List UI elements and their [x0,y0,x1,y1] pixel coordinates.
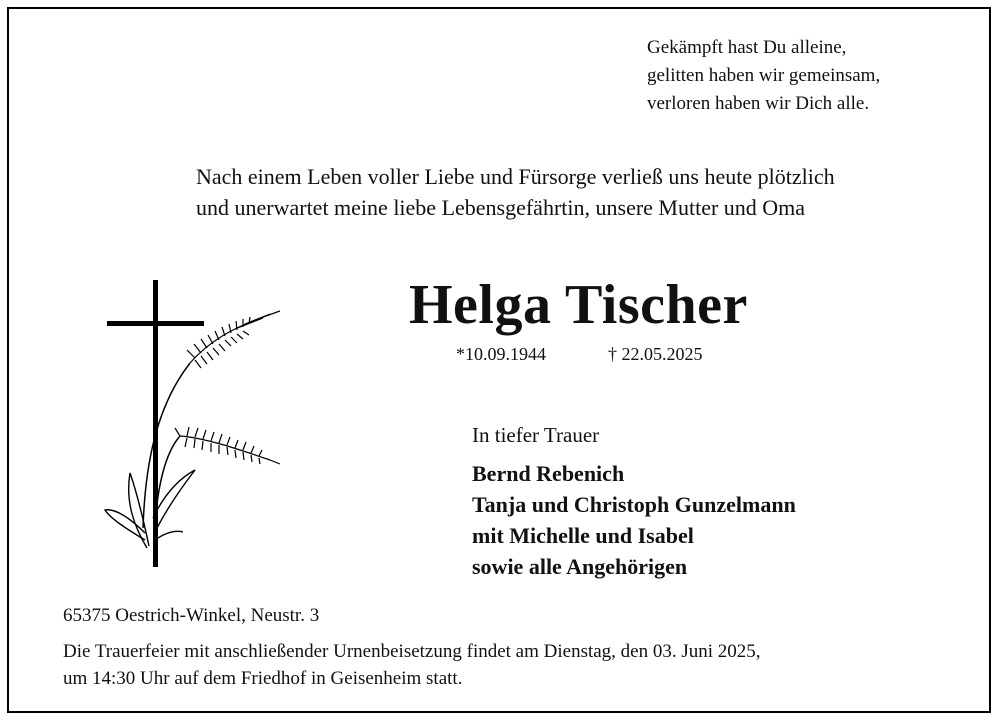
mourner-line: sowie alle Angehörigen [472,554,688,579]
poem [647,34,880,118]
death-date: † 22.05.2025 [608,344,703,364]
funeral-line: um 14:30 Uhr auf dem Friedhof in Geisenheim statt. [63,668,463,689]
birth-date: *10.09.1944 [456,344,546,364]
intro-line: Nach einem Leben voller Liebe und Fürsorge verließ uns heute plötzlich [196,164,835,189]
intro-text [196,161,835,223]
mourning-heading: In tiefer Trauer [472,423,600,447]
mourners-list [472,458,796,582]
deceased-name: Helga Tischer [409,274,748,336]
mourner-line: mit Michelle und Isabel [472,523,694,548]
mourner-line: Bernd Rebenich [472,461,625,486]
poem-line: verloren haben wir Dich alle. [647,93,870,114]
funeral-line: Die Trauerfeier mit anschließender Urnenbeisetzung findet am Dienstag, den 03. Juni 2025, [63,641,761,662]
cross-with-wheat-icon [95,278,280,568]
funeral-info [63,638,761,692]
intro-line: und unerwartet meine liebe Lebensgefährtin, unsere Mutter und Oma [196,195,806,220]
mourner-line: Tanja und Christoph Gunzelmann [472,492,796,517]
poem-line: Gekämpft hast Du alleine, [647,37,847,58]
poem-line: gelitten haben wir gemeinsam, [647,65,881,86]
address: 65375 Oestrich-Winkel, Neustr. 3 [63,605,320,626]
